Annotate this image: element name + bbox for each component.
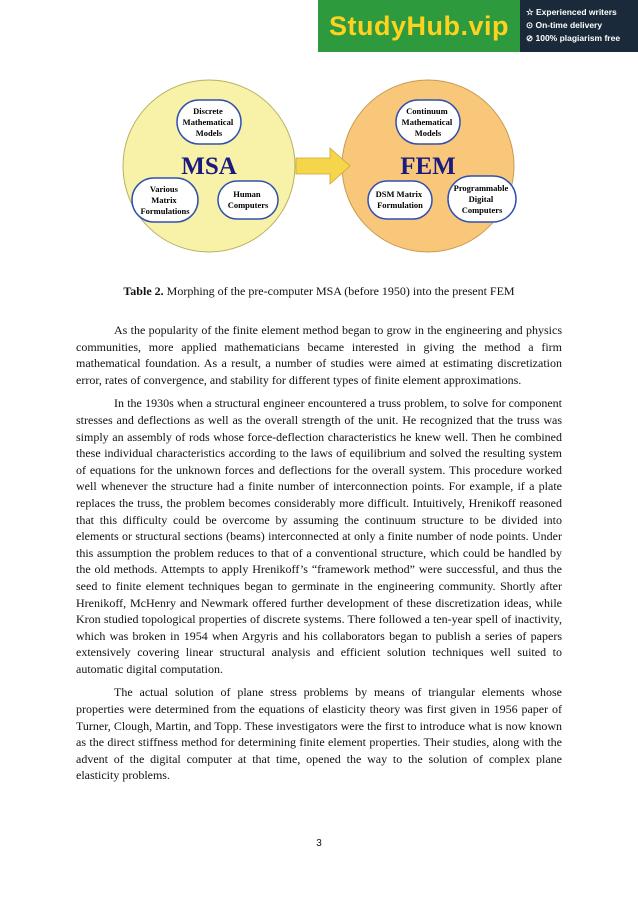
figure-caption: [0, 284, 638, 299]
banner-features: [526, 6, 620, 45]
svg-text:Discrete Mathematical: Discrete Mathematical Models: [182, 106, 234, 138]
fem-title: FEM: [400, 153, 456, 180]
promo-banner[interactable]: [318, 0, 638, 52]
paragraph-2: In the 1930s when a structural engineer encountered a truss problem, to solve for component stresses and deflections as well as the overall strength of the unit. He recognized that the truss was simply an assembly of rods whose force-deflection characteristics he knew well. Then he combined these individual characteristics according to the laws of equilibrium and solved the resulting system of equations for the unknown forces and deflections for the overall system. This procedure worked well whenever the structure had a finite number of interconnection points. For example, if a plate replaces the truss, the problem becomes considerably more difficult. Intuitively, Hrenikoff reasoned that this difficulty could be overcome by assuming the continuum structure to be divided into elements or structural sections (beams) interconnected at only a finite number of node points. Under this assumption the problem reduces to that of a conventional structure, which could be handled by the old methods. Attempts to apply Hrenikoff’s “framework method” were successful, and thus the seed to finite element techniques began to germinate in the engineering community. Shortly after Hrenikoff, McHenry and Newmark offered further development of these discretization ideas, while Kron studied topological properties of discrete systems. There followed a ten-year spell of inactivity, which was broken in 1954 when Argyris and his collaborators began to publish a series of papers extensively covering linear structural analysis and efficient solution techniques well suited to automatic digital computation.: [76, 396, 562, 676]
msa-title: MSA: [181, 153, 237, 180]
paragraph-1: As the popularity of the finite element method began to grow in the engineering and physics communities, more applied mathematicians became interested in giving the method a firm mathematical foundation. As a result, a number of studies were aimed at estimating discretization error, rates of convergence, and stability for different types of finite element approximations.: [76, 323, 562, 387]
svg-text:Various Matrix Formula: Various Matrix Formulations: [140, 184, 190, 216]
svg-text:DSM Matrix Formulation: DSM Matrix Formulation: [375, 189, 423, 210]
logo-text: StudyHub.vip: [329, 10, 509, 41]
svg-text:Human Computers: Human Computers: [227, 189, 269, 210]
page-number: 3: [316, 838, 322, 849]
caption-label: Table 2.: [123, 284, 164, 298]
feature-writers: ☆ Experienced writers: [526, 7, 617, 17]
feature-delivery: ⊙ On-time delivery: [526, 20, 603, 30]
svg-text:Continuum Mathematical: Continuum Mathematical Models: [401, 106, 453, 138]
msa-fem-diagram: [0, 78, 638, 278]
feature-plagiarism: ⊘ 100% plagiarism free: [526, 33, 621, 43]
svg-text:Programmable Digital C: Programmable Digital Computers: [453, 183, 509, 215]
body-text: [76, 322, 562, 791]
caption-text: Morphing of the pre-computer MSA (before 1950) into the present FEM: [163, 284, 515, 298]
arrow-icon: [296, 148, 350, 184]
paragraph-3: The actual solution of plane stress problems by means of triangular elements whose properties were determined from the equations of elasticity theory was first given in 1956 paper of Turner, Clough, Martin, and Topp. These investigators were the first to introduce what is now known as the direct stiffness method for determining finite element properties. Their studies, along with the advent of the digital computer at that time, opened the way to the solution of complex plane elasticity problems.: [76, 685, 562, 783]
studyhub-logo[interactable]: [318, 0, 520, 52]
